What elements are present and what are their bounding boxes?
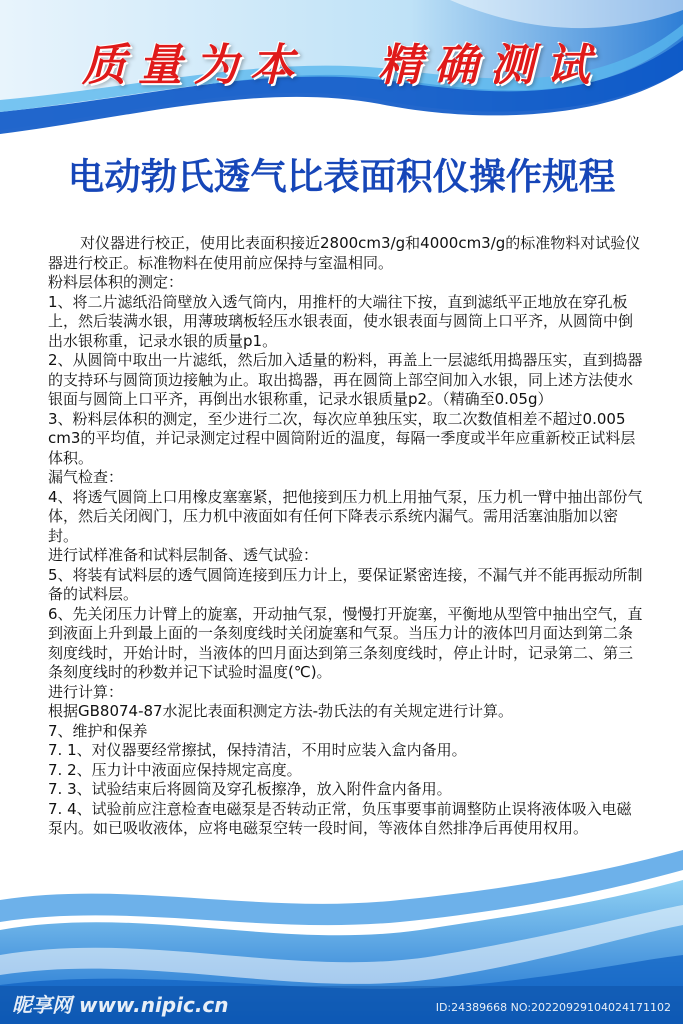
section-heading: 7、维护和保养: [48, 721, 148, 740]
step-paragraph: 5、将装有试料层的透气圆筒连接到压力计上，要保证紧密连接，不漏气并不能再振动所制备的试料层。: [48, 565, 643, 603]
watermark-footer: [0, 986, 683, 1024]
section-heading: 漏气检查：: [48, 468, 124, 486]
step-paragraph: 根据GB8074-87水泥比表面积测定方法-勃氏法的有关规定进行计算。: [48, 702, 514, 720]
step-paragraph: 4、将透气圆筒上口用橡皮塞塞紧，把他接到压力机上用抽气泵，压力机一臂中抽出部份气体，然后关闭阀门，压力机中液面如有任何下降表示系统内漏气。需用活塞油脂加以密封。: [48, 487, 643, 545]
list-item: 7. 3、试验结束后将圆筒及穿孔板擦净，放入附件盒内备用。: [48, 780, 452, 798]
slogan-right: 精确测试: [378, 40, 602, 91]
slogan-left: 质量为本: [82, 40, 306, 91]
step-paragraph: 6、先关闭压力计臂上的旋塞，开动抽气泵，慢慢打开旋塞，平衡地从型管中抽出空气，直到液面上升到最上面的一条刻度线时关闭旋塞和气泵。当压力计的液体凹月面达到第二条刻度线时，开始计时，当液体的凹月面达到第三条刻度线时，停止计时，记录第二、第三条刻度线时的秒数并记下试验时温度(℃)。: [48, 604, 643, 681]
step-paragraph: 3、粉料层体积的测定，至少进行二次，每次应单独压实，取二次数值相差不超过0.005 cm3的平均值，并记录测定过程中圆筒附近的温度，每隔一季度或半年应重新校正试料层体积。: [48, 409, 636, 467]
list-item: 7. 1、对仪器要经常擦拭，保持清洁，不用时应装入盒内备用。: [48, 741, 467, 759]
image-id: ID:24389668 NO:20220929104024171102: [435, 1001, 671, 1014]
section-heading: 进行计算：: [48, 682, 124, 701]
page-title: 电动勃氏透气比表面积仪操作规程: [67, 155, 616, 198]
procedure-body: [48, 234, 646, 839]
intro-paragraph: 对仪器进行校正，使用比表面积接近2800cm3/g和4000cm3/g的标准物料对试验仪器进行校正。标准物料在使用前应保持与室温相同。: [48, 234, 641, 272]
step-paragraph: 1、将二片滤纸沿筒壁放入透气筒内，用推杆的大端往下按，直到滤纸平正地放在穿孔板上，然后装满水银，用薄玻璃板轻压水银表面，使水银表面与圆筒上口平齐，从圆筒中倒出水银称重，记录水银的质量p1。: [48, 292, 634, 350]
watermark-logo: 昵享网 www.nipic.cn: [12, 993, 229, 1017]
list-item: 7. 2、压力计中液面应保持规定高度。: [48, 760, 302, 779]
section-heading: 粉料层体积的测定：: [48, 273, 184, 291]
step-paragraph: 2、从圆筒中取出一片滤纸，然后加入适量的粉料，再盖上一层滤纸用捣器压实，直到捣器的支持环与圆筒顶边接触为止。取出捣器，再在圆筒上部空间加入水银，同上述方法使水银面与圆筒上口平齐，再倒出水银称重，记录水银质量p2。（精确至0.05g）: [48, 351, 643, 408]
section-heading: 进行试样准备和试料层制备、透气试验：: [48, 546, 319, 564]
list-item: 7. 4、试验前应注意检查电磁泵是否转动正常，负压事要事前调整防止误将液体吸入电磁泵内。如已吸收液体，应将电磁泵空转一段时间，等液体自然排净后再使用权用。: [48, 799, 632, 837]
